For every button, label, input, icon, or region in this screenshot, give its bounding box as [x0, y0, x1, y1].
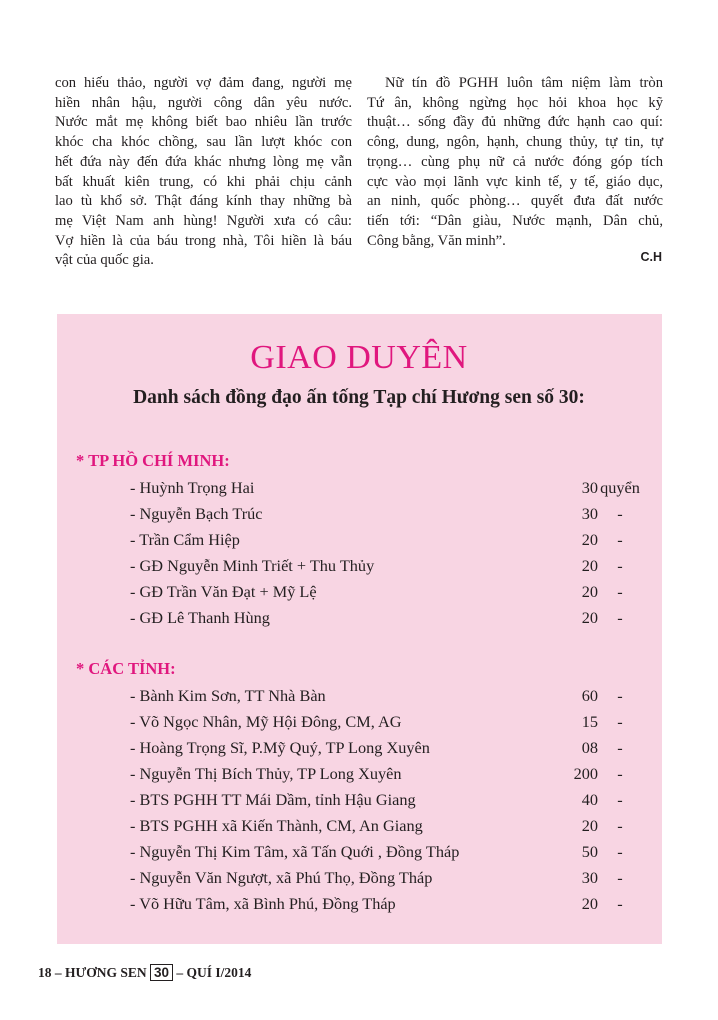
list-item	[130, 735, 640, 761]
donor-unit: -	[617, 816, 623, 835]
donor-unit: -	[617, 894, 623, 913]
article-line: hiền nhân hậu, người công dân yêu nước.	[55, 94, 352, 111]
donor-count: 60	[581, 686, 598, 705]
donor-name: - GĐ Trần Văn Đạt + Mỹ Lệ	[130, 582, 317, 601]
donor-name: - Nguyễn Thị Bích Thủy, TP Long Xuyên	[130, 764, 402, 783]
article-line: bất khuất kiên trung, có khi phải chịu cảnh	[55, 173, 352, 190]
list-item	[130, 579, 640, 605]
section-heading-hcm: * TP HỒ CHÍ MINH:	[76, 451, 230, 470]
donor-name: - Trần Cẩm Hiệp	[130, 530, 240, 549]
list-item	[130, 761, 640, 787]
article-left-column	[55, 74, 352, 271]
donor-name: - BTS PGHH xã Kiến Thành, CM, An Giang	[130, 816, 423, 835]
donor-count: 40	[581, 790, 598, 809]
footer-separator: –	[176, 965, 184, 980]
article-line: Tứ ân, không ngừng học hỏi khoa học kỹ	[367, 94, 663, 111]
list-item	[130, 813, 640, 839]
page-number: 18	[38, 965, 52, 980]
list-item	[130, 527, 640, 553]
donor-count: 50	[581, 842, 598, 861]
article-line: lao tù khổ sở. Thật đáng kính thay những bà	[55, 193, 352, 210]
list-item	[130, 605, 640, 631]
article-line: Nữ tín đồ PGHH luôn tâm niệm làm tròn	[385, 75, 663, 91]
list-item	[130, 683, 640, 709]
donor-name: - Huỳnh Trọng Hai	[130, 478, 255, 497]
donor-name: - Nguyễn Văn Ngượt, xã Phú Thọ, Đồng Tháp	[130, 868, 433, 887]
list-item	[130, 839, 640, 865]
article-line: Vợ hiền là của báu trong nhà, Tôi hiền là báu	[55, 232, 352, 249]
donor-unit: -	[617, 582, 623, 601]
donor-count: 08	[581, 738, 598, 757]
donor-count: 20	[581, 556, 598, 575]
article-line: an ninh, quốc phòng… quyết đưa đất nước	[367, 193, 663, 210]
donor-count: 20	[581, 894, 598, 913]
donor-unit: -	[617, 790, 623, 809]
donor-unit: -	[617, 868, 623, 887]
donor-name: - GĐ Lê Thanh Hùng	[130, 608, 270, 627]
donor-count: 20	[581, 816, 598, 835]
article-line: con hiếu thảo, người vợ đảm đang, người mẹ	[55, 75, 352, 91]
donor-count: 20	[581, 530, 598, 549]
article-right-column	[367, 74, 663, 251]
list-item	[130, 553, 640, 579]
donor-name: - Hoàng Trọng Sĩ, P.Mỹ Quý, TP Long Xuyên	[130, 738, 430, 757]
donor-count: 30	[581, 504, 598, 523]
giao-duyen-title: GIAO DUYÊN	[250, 339, 468, 376]
list-item	[130, 865, 640, 891]
article-line: cực vào mọi lãnh vực kinh tế, y tế, giáo dục,	[367, 173, 663, 190]
article-line: Công bằng, Văn minh”.	[367, 232, 506, 249]
donor-count: 20	[581, 582, 598, 601]
donor-unit: -	[617, 842, 623, 861]
donor-count: 200	[573, 764, 598, 783]
list-item	[130, 891, 640, 917]
donor-unit: -	[617, 530, 623, 549]
donor-unit: -	[617, 712, 623, 731]
donor-unit: -	[617, 764, 623, 783]
donor-count: 30	[581, 868, 598, 887]
donor-unit: -	[617, 738, 623, 757]
page-footer	[38, 963, 251, 983]
donor-unit: -	[617, 686, 623, 705]
list-item	[130, 709, 640, 735]
article-line: mẹ Việt Nam anh hùng! Người xưa có câu:	[55, 212, 352, 229]
issue-number-box: 30	[150, 964, 173, 981]
donor-name: - BTS PGHH TT Mái Dầm, tỉnh Hậu Giang	[130, 790, 416, 809]
article-line: Nước mắt mẹ không biết bao nhiêu lần trước	[55, 114, 352, 131]
list-item	[130, 787, 640, 813]
article-line: trọng… cùng phụ nữ cả nước đóng góp tích	[367, 153, 663, 170]
donor-name: - GĐ Nguyễn Minh Triết + Thu Thủy	[130, 556, 375, 575]
donor-count: 20	[581, 608, 598, 627]
issue-period: QUÍ I/2014	[186, 965, 252, 980]
donor-count: 30	[581, 478, 598, 497]
list-item	[130, 475, 640, 501]
donor-unit: quyển	[600, 478, 640, 497]
footer-separator: –	[54, 965, 62, 980]
donor-name: - Bành Kim Sơn, TT Nhà Bàn	[130, 686, 326, 705]
giao-duyen-subtitle: Danh sách đồng đạo ấn tống Tạp chí Hương sen số 30:	[133, 387, 585, 408]
donor-name: - Võ Ngọc Nhân, Mỹ Hội Đông, CM, AG	[130, 712, 402, 731]
article-line: thuật… sống đầy đủ những đức hạnh cao quí:	[367, 114, 663, 131]
list-item	[130, 501, 640, 527]
donor-unit: -	[617, 556, 623, 575]
article-line: công, dung, ngôn, hạnh, chung thủy, tự tin, tự	[367, 134, 663, 151]
article-line: vật của quốc gia.	[55, 252, 154, 269]
donor-unit: -	[617, 504, 623, 523]
donor-name: - Võ Hữu Tâm, xã Bình Phú, Đồng Tháp	[130, 894, 396, 913]
article-line: hết đứa này đến đứa khác nhưng lòng mẹ vẫn	[55, 153, 352, 170]
donor-count: 15	[581, 712, 598, 731]
article-signature: C.H	[640, 250, 662, 264]
article-line: tiến tới: “Dân giàu, Nước mạnh, Dân chủ,	[367, 212, 663, 229]
magazine-name: HƯƠNG SEN	[65, 965, 147, 980]
donor-name: - Nguyễn Thị Kim Tâm, xã Tấn Quới , Đồng Tháp	[130, 842, 460, 861]
section-heading-provinces: * CÁC TỈNH:	[76, 659, 176, 678]
article-line: khóc cha khóc chồng, sau lần lượt khóc con	[55, 134, 352, 151]
donor-unit: -	[617, 608, 623, 627]
donor-name: - Nguyễn Bạch Trúc	[130, 504, 263, 523]
